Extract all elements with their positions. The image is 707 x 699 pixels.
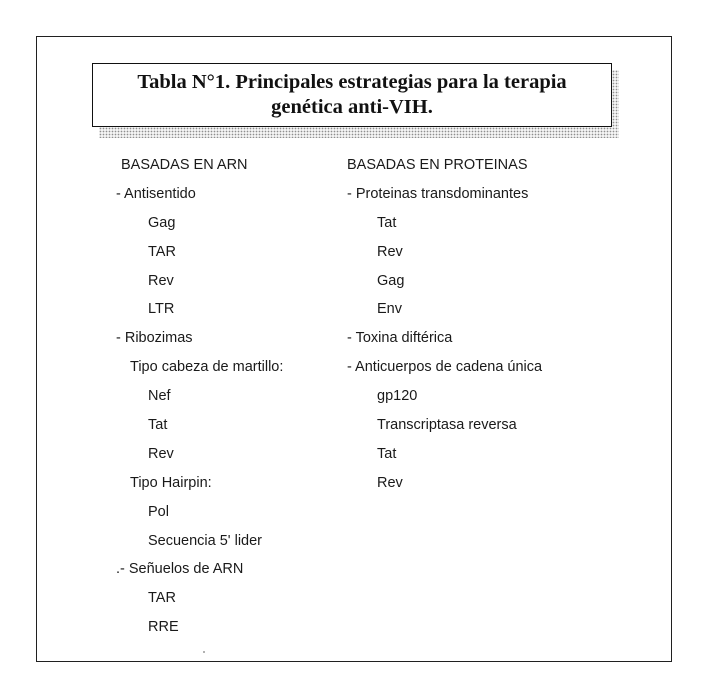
protein-item: - Anticuerpos de cadena única [347, 359, 543, 376]
table-title [131, 70, 572, 120]
protein-item: - Toxina diftérica [347, 330, 453, 347]
protein-item: Transcriptasa reversa [377, 417, 517, 434]
rna-item: .- Señuelos de ARN [116, 561, 244, 578]
rna-item: Nef [148, 388, 171, 405]
rna-heading: BASADAS EN ARN [121, 157, 248, 173]
protein-item: Tat [377, 445, 397, 462]
rna-item: Rev [148, 445, 174, 462]
rna-item: RRE [148, 619, 179, 636]
protein-item: - Proteinas transdominantes [347, 185, 529, 202]
protein-strategies-column [347, 155, 597, 502]
protein-item: Rev [377, 243, 403, 260]
rna-item: - Antisentido [116, 185, 196, 202]
rna-item: LTR [148, 301, 175, 318]
rna-item: TAR [148, 243, 176, 260]
rna-item: Tipo Hairpin: [130, 474, 212, 491]
protein-item: Env [377, 301, 402, 318]
rna-item: Pol [148, 503, 169, 520]
protein-item: Tat [377, 214, 397, 231]
rna-item: TAR [148, 590, 176, 607]
protein-heading: BASADAS EN PROTEINAS [347, 157, 528, 173]
protein-item: Rev [377, 474, 403, 491]
rna-item: Gag [148, 214, 176, 231]
rna-item: Rev [148, 272, 174, 289]
rna-item: Tipo cabeza de martillo: [130, 359, 284, 376]
rna-strategies-column [116, 155, 336, 646]
rna-item: Tat [148, 417, 168, 434]
rna-item: Secuencia 5' lider [148, 532, 263, 549]
table-title-line-2: genética anti-VIH. [271, 96, 433, 118]
rna-item: - Ribozimas [116, 330, 193, 347]
protein-item: gp120 [377, 388, 418, 405]
scan-speck [203, 651, 205, 653]
table-title-line-1: Tabla N°1. Principales estrategias para la terapia [137, 71, 567, 93]
table-title-box [92, 63, 612, 127]
protein-item: Gag [377, 272, 405, 289]
